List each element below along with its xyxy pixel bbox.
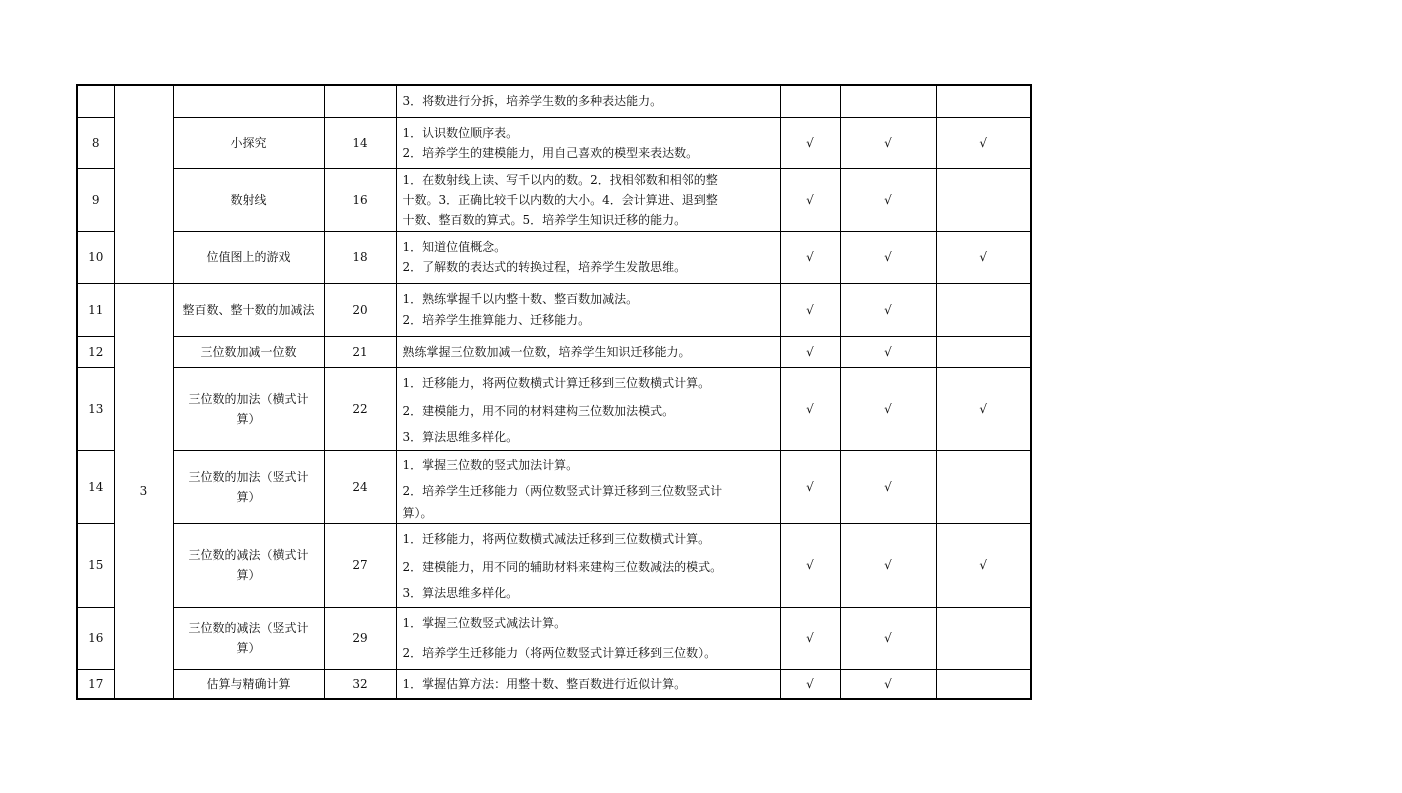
- table-row: [77, 450, 1031, 523]
- objective-cell: [396, 231, 780, 283]
- table-row: [77, 117, 1031, 168]
- row-number: 15: [77, 523, 114, 607]
- topic-cell: 估算与精确计算: [173, 669, 324, 699]
- page-cell: 14: [324, 117, 396, 168]
- mark-cell-1: √: [780, 450, 840, 523]
- topic-cell: 三位数加减一位数: [173, 336, 324, 367]
- mark-cell-1: [780, 85, 840, 117]
- objective-line: 2．了解数的表达式的转换过程，培养学生发散思维。: [402, 260, 687, 274]
- mark-cell-3: [936, 450, 1031, 523]
- objective-line: 十数。3．正确比较千以内数的大小。4．会计算进、退到整: [402, 192, 718, 207]
- page-cell: 18: [324, 231, 396, 283]
- objective-line: 1．知道位值概念。: [402, 240, 507, 254]
- objective-line: 2．培养学生迁移能力（两位数竖式计算迁移到三位数竖式计: [402, 483, 723, 498]
- mark-cell-3: [936, 336, 1031, 367]
- table-row: [77, 231, 1031, 283]
- row-number: 10: [77, 231, 114, 283]
- mark-cell-1: √: [780, 231, 840, 283]
- objective-line: 2．培养学生推算能力、迁移能力。: [402, 312, 591, 327]
- objective-cell: [396, 336, 780, 367]
- mark-cell-3: [936, 283, 1031, 336]
- objective-cell: [396, 450, 780, 523]
- objective-line: 算）。: [402, 505, 433, 520]
- objective-cell: [396, 85, 780, 117]
- mark-cell-2: √: [840, 283, 936, 336]
- mark-cell-3: √: [936, 367, 1031, 450]
- page-cell: 20: [324, 283, 396, 336]
- objective-line: 1．掌握三位数竖式减法计算。: [402, 616, 567, 630]
- page-cell: [324, 85, 396, 117]
- mark-cell-2: √: [840, 231, 936, 283]
- objective-line: 十数、整百数的算式。5．培养学生知识迁移的能力。: [402, 212, 687, 227]
- row-number: [77, 85, 114, 117]
- topic-cell: 三位数的减法（竖式计算）: [173, 607, 324, 669]
- mark-cell-3: √: [936, 117, 1031, 168]
- table-row: [77, 168, 1031, 231]
- objective-line: 3．将数进行分拆，培养学生数的多种表达能力。: [402, 94, 663, 109]
- page-cell: 21: [324, 336, 396, 367]
- mark-cell-2: √: [840, 523, 936, 607]
- row-number: 12: [77, 336, 114, 367]
- topic-cell: 整百数、整十数的加减法: [173, 283, 324, 336]
- lesson-plan-table: [76, 84, 1032, 700]
- mark-cell-1: √: [780, 168, 840, 231]
- topic-cell: [173, 85, 324, 117]
- mark-cell-2: √: [840, 168, 936, 231]
- mark-cell-1: √: [780, 117, 840, 168]
- objective-line: 1．迁移能力，将两位数横式减法迁移到三位数横式计算。: [402, 532, 711, 546]
- topic-cell: 三位数的加法（竖式计算）: [173, 450, 324, 523]
- row-number: 9: [77, 168, 114, 231]
- mark-cell-1: √: [780, 367, 840, 450]
- objective-cell: [396, 117, 780, 168]
- mark-cell-2: √: [840, 669, 936, 699]
- topic-cell: 三位数的减法（横式计算）: [173, 523, 324, 607]
- mark-cell-2: √: [840, 450, 936, 523]
- topic-cell: 位值图上的游戏: [173, 231, 324, 283]
- row-number: 11: [77, 283, 114, 336]
- objective-line: 3．算法思维多样化。: [402, 586, 519, 600]
- objective-line: 1．掌握三位数的竖式加法计算。: [402, 457, 579, 472]
- objective-line: 2．培养学生迁移能力（将两位数竖式计算迁移到三位数）。: [402, 646, 717, 660]
- objective-line: 1．熟练掌握千以内整十数、整百数加减法。: [402, 291, 639, 306]
- objective-line: 1．掌握估算方法：用整十数、整百数进行近似计算。: [402, 676, 687, 691]
- unit-cell: [114, 85, 173, 283]
- objective-line: 3．算法思维多样化。: [402, 429, 519, 444]
- row-number: 14: [77, 450, 114, 523]
- objective-cell: [396, 669, 780, 699]
- table-row: [77, 367, 1031, 450]
- mark-cell-3: [936, 607, 1031, 669]
- mark-cell-3: [936, 669, 1031, 699]
- objective-line: 2．建模能力，用不同的材料建构三位数加法模式。: [402, 403, 675, 418]
- row-number: 17: [77, 669, 114, 699]
- table-row: [77, 85, 1031, 117]
- objective-line: 1．在数射线上读、写千以内的数。2．找相邻数和相邻的整: [402, 172, 718, 187]
- row-number: 13: [77, 367, 114, 450]
- objective-line: 2．培养学生的建模能力，用自己喜欢的模型来表达数。: [402, 145, 699, 160]
- mark-cell-2: √: [840, 117, 936, 168]
- mark-cell-2: [840, 85, 936, 117]
- mark-cell-2: √: [840, 607, 936, 669]
- row-number: 16: [77, 607, 114, 669]
- page-cell: 27: [324, 523, 396, 607]
- mark-cell-1: √: [780, 607, 840, 669]
- row-number: 8: [77, 117, 114, 168]
- page-cell: 29: [324, 607, 396, 669]
- mark-cell-1: √: [780, 669, 840, 699]
- mark-cell-3: [936, 85, 1031, 117]
- page-cell: 16: [324, 168, 396, 231]
- mark-cell-3: [936, 168, 1031, 231]
- unit-cell: 3: [114, 283, 173, 699]
- objective-cell: [396, 367, 780, 450]
- topic-cell: 数射线: [173, 168, 324, 231]
- page-cell: 32: [324, 669, 396, 699]
- mark-cell-2: √: [840, 336, 936, 367]
- objective-cell: [396, 283, 780, 336]
- objective-line: 1．迁移能力，将两位数横式计算迁移到三位数横式计算。: [402, 375, 711, 390]
- objective-cell: [396, 168, 780, 231]
- mark-cell-2: √: [840, 367, 936, 450]
- table-row: [77, 283, 1031, 336]
- mark-cell-1: √: [780, 283, 840, 336]
- page-cell: 24: [324, 450, 396, 523]
- objective-line: 1．认识数位顺序表。: [402, 125, 519, 140]
- table-row: [77, 523, 1031, 607]
- objective-cell: [396, 607, 780, 669]
- table-row: [77, 669, 1031, 699]
- topic-cell: 小探究: [173, 117, 324, 168]
- table-row: [77, 336, 1031, 367]
- mark-cell-3: √: [936, 231, 1031, 283]
- topic-cell: 三位数的加法（横式计算）: [173, 367, 324, 450]
- mark-cell-1: √: [780, 523, 840, 607]
- objective-cell: [396, 523, 780, 607]
- mark-cell-1: √: [780, 336, 840, 367]
- objective-line: 2．建模能力，用不同的辅助材料来建构三位数减法的模式。: [402, 560, 723, 574]
- table-row: [77, 607, 1031, 669]
- page-cell: 22: [324, 367, 396, 450]
- mark-cell-3: √: [936, 523, 1031, 607]
- objective-line: 熟练掌握三位数加减一位数，培养学生知识迁移能力。: [402, 344, 691, 359]
